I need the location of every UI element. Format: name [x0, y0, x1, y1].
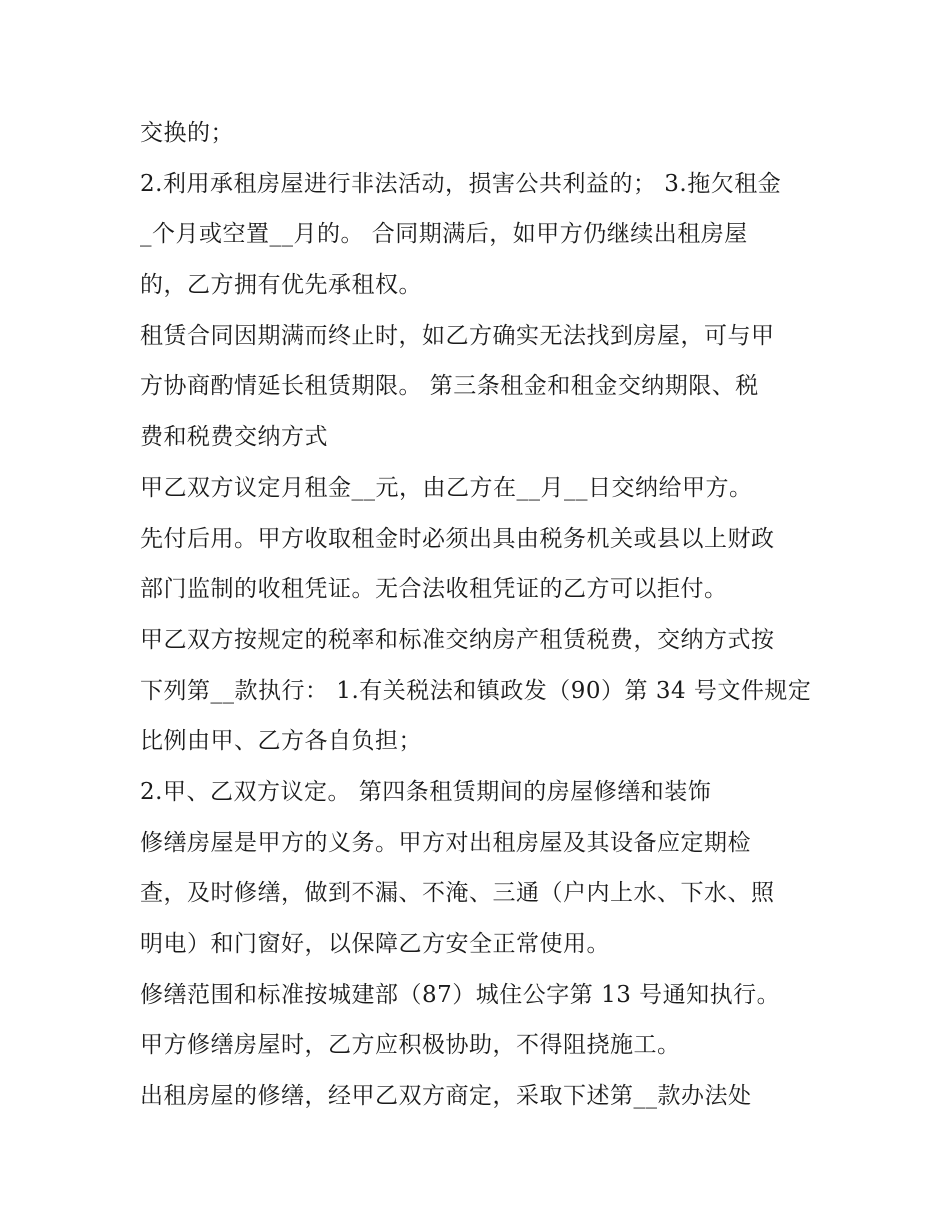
document-body [140, 108, 830, 1122]
text-line: 2.甲、乙双方议定。 第四条租赁期间的房屋修缮和装饰 [140, 778, 712, 805]
text-line: 租赁合同因期满而终止时，如乙方确实无法找到房屋，可与甲 [140, 322, 775, 349]
text-line: 下列第__款执行： 1.有关税法和镇政发（90）第 34 号文件规定 [140, 677, 812, 704]
text-line: 费和税费交纳方式 [140, 424, 328, 451]
text-line: 先付后用。甲方收取租金时必须出具由税务机关或县以上财政 [140, 525, 775, 552]
text-line: 交换的； [140, 120, 234, 146]
text-line: 甲乙双方按规定的税率和标准交纳房产租赁税费，交纳方式按 [140, 626, 775, 653]
text-line: 明电）和门窗好，以保障乙方安全正常使用。 [140, 931, 610, 957]
text-line: 出租房屋的修缮，经甲乙双方商定，采取下述第__款办法处 [140, 1083, 752, 1110]
text-line: _个月或空置__月的。 合同期满后，如甲方仍继续出租房屋 [140, 221, 748, 248]
text-line: 部门监制的收租凭证。无合法收租凭证的乙方可以拒付。 [140, 576, 728, 603]
text-line: 方协商酌情延长租赁期限。 第三条租金和租金交纳期限、税 [140, 373, 759, 400]
text-line: 甲乙双方议定月租金__元，由乙方在__月__日交纳给甲方。 [140, 474, 753, 501]
text-line: 查，及时修缮，做到不漏、不淹、三通（户内上水、下水、照 [140, 880, 775, 907]
text-line: 比例由甲、乙方各自负担； [140, 728, 422, 755]
text-line: 修缮范围和标准按城建部（87）城住公字第 13 号通知执行。 [140, 981, 781, 1008]
text-line: 甲方修缮房屋时，乙方应积极协助，不得阻挠施工。 [140, 1032, 681, 1059]
text-line: 2.利用承租房屋进行非法活动，损害公共利益的； 3.拖欠租金 [140, 170, 782, 197]
text-line: 的，乙方拥有优先承租权。 [140, 272, 422, 299]
text-line: 修缮房屋是甲方的义务。甲方对出租房屋及其设备应定期检 [140, 829, 751, 856]
